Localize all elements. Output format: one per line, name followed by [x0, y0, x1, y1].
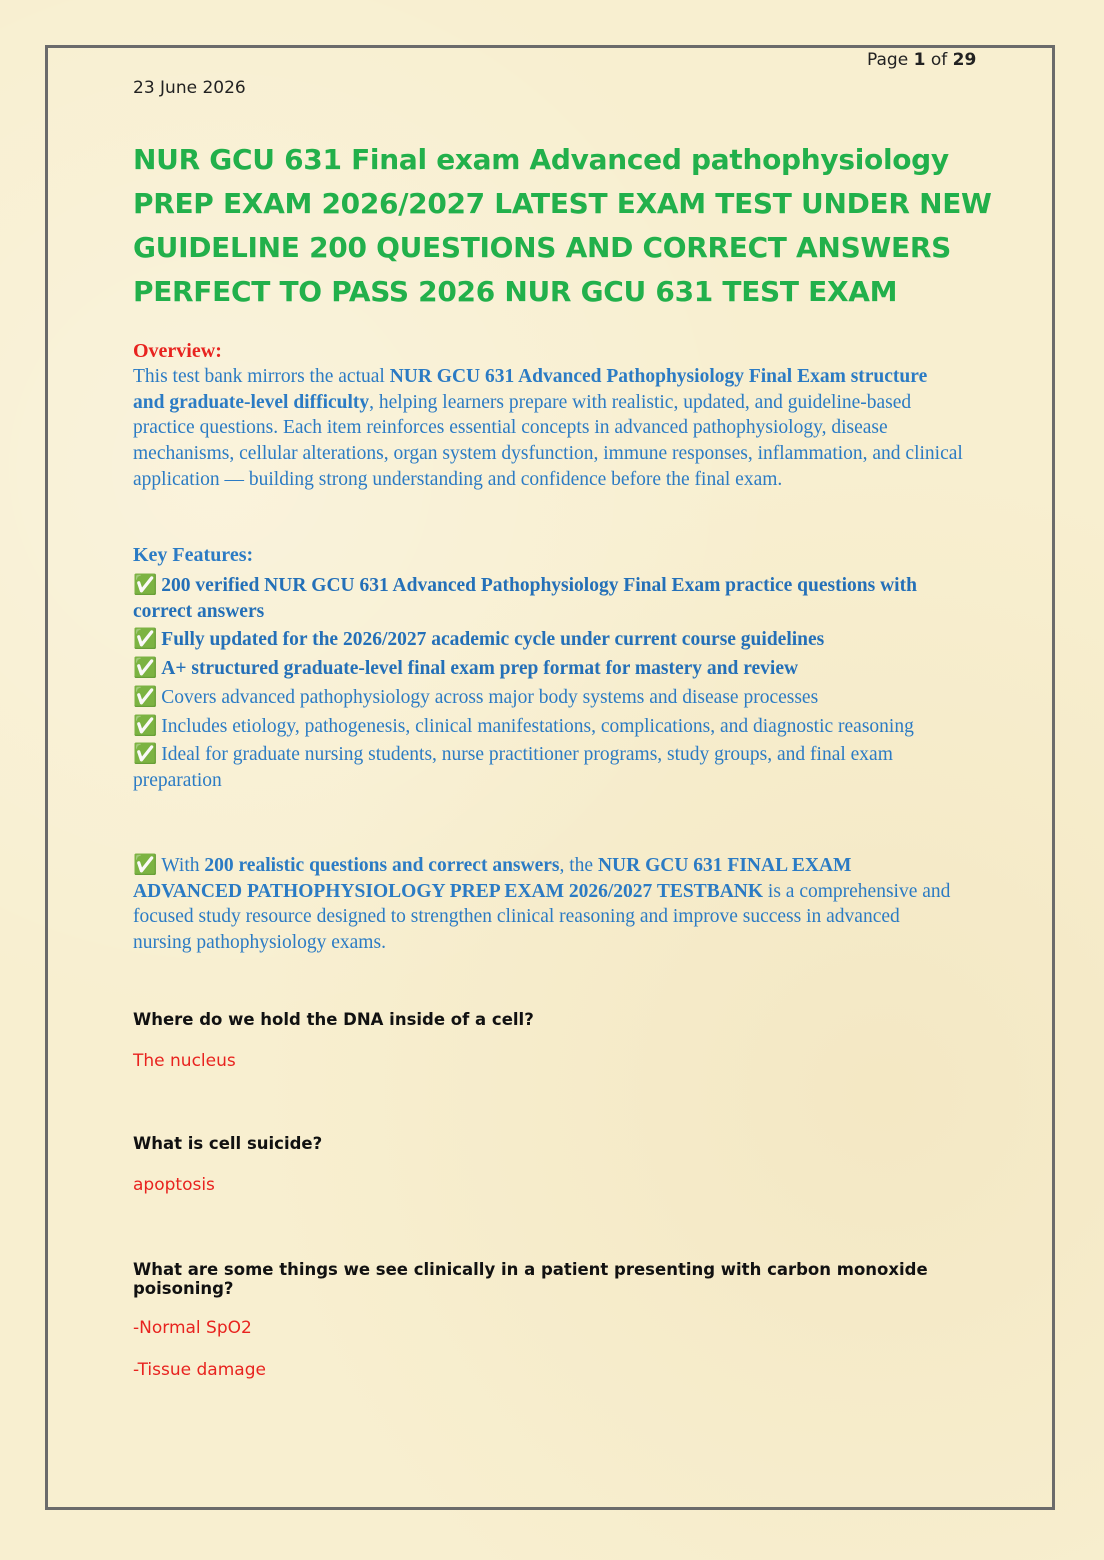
closing-text-2: , the: [559, 855, 598, 876]
document-date: 23 June 2026: [133, 78, 246, 98]
feature-text: 200 verified NUR GCU 631 Advanced Pathophysiology Final Exam practice questions with correct answers: [133, 575, 917, 622]
page-current: 1: [913, 50, 926, 70]
overview-bold-1: NUR GCU 631 Advanced Pathophysiology Final Exam structure and graduate-level difficulty: [133, 366, 928, 413]
question-text: Where do we hold the DNA inside of a cell?: [133, 1010, 534, 1029]
page-number: [867, 50, 976, 70]
page-total: 29: [952, 50, 977, 70]
closing-text-3: is a comprehensive and focused study resource designed to strengthen clinical reasoning and improve success in advanced nursing pathophysiology exams.: [133, 880, 951, 954]
qa-item: [133, 1260, 1013, 1380]
feature-item: [133, 627, 963, 653]
feature-text: Fully updated for the 2026/2027 academic cycle under current course guidelines: [161, 629, 825, 651]
feature-item: [133, 714, 963, 740]
closing-bold-1: 200 realistic questions and correct answers: [204, 855, 560, 876]
feature-text: Ideal for graduate nursing students, nurse practitioner programs, study groups, and final exam preparation: [133, 744, 893, 791]
check-icon: ✅: [133, 715, 158, 737]
answer-text: -Normal SpO2: [133, 1318, 252, 1338]
question-text: What are some things we see clinically in a patient presenting with carbon monoxide poisoning?: [133, 1260, 928, 1298]
qa-item: [133, 1010, 1013, 1071]
overview-text-1: This test bank mirrors the actual: [133, 366, 390, 387]
check-icon: ✅: [133, 686, 158, 708]
page-of: of: [930, 50, 948, 70]
overview-text-2: , helping learners prepare with realistic, updated, and guideline-based practice questions. Each item reinforces essential concepts in advanced pathophysiology, disease mechanisms, cellular alterations, organ system dysfunction, immune responses, inflammation, and clinical application — building strong understanding and confidence before the final exam.: [133, 391, 963, 490]
key-features-list: [133, 573, 963, 797]
answer-text: apoptosis: [133, 1175, 215, 1195]
answer-text: -Tissue damage: [133, 1360, 266, 1380]
question-text: What is cell suicide?: [133, 1134, 323, 1153]
closing-paragraph: [133, 853, 963, 956]
feature-item: [133, 742, 963, 793]
check-icon: ✅: [133, 658, 158, 680]
closing-bold-2: NUR GCU 631 FINAL EXAM ADVANCED PATHOPHYSIOLOGY PREP EXAM 2026/2027 TESTBANK: [133, 855, 852, 902]
document-title: NUR GCU 631 Final exam Advanced pathophysiology PREP EXAM 2026/2027 LATEST EXAM TEST UNDER NEW GUIDELINE 200 QUESTIONS AND CORRECT ANSWERS PERFECT TO PASS 2026 NUR GCU 631 TEST EXAM: [133, 143, 992, 308]
overview-paragraph: [133, 364, 963, 493]
check-icon: ✅: [133, 855, 158, 876]
overview-heading: Overview:: [133, 340, 222, 362]
feature-item: [133, 656, 963, 682]
key-features-heading: Key Features:: [133, 544, 254, 566]
page-label: Page: [867, 50, 909, 70]
qa-item: [133, 1134, 1013, 1195]
check-icon: ✅: [133, 575, 158, 596]
closing-text-1: With: [161, 855, 205, 876]
feature-text: Includes etiology, pathogenesis, clinical manifestations, complications, and diagnostic reasoning: [161, 715, 914, 737]
check-icon: ✅: [133, 744, 158, 766]
feature-item: [133, 685, 963, 711]
check-icon: ✅: [133, 629, 158, 651]
feature-text: A+ structured graduate-level final exam prep format for mastery and review: [161, 658, 799, 680]
feature-text: Covers advanced pathophysiology across major body systems and disease processes: [161, 686, 819, 708]
answer-text: The nucleus: [133, 1051, 236, 1071]
feature-item: [133, 573, 963, 624]
